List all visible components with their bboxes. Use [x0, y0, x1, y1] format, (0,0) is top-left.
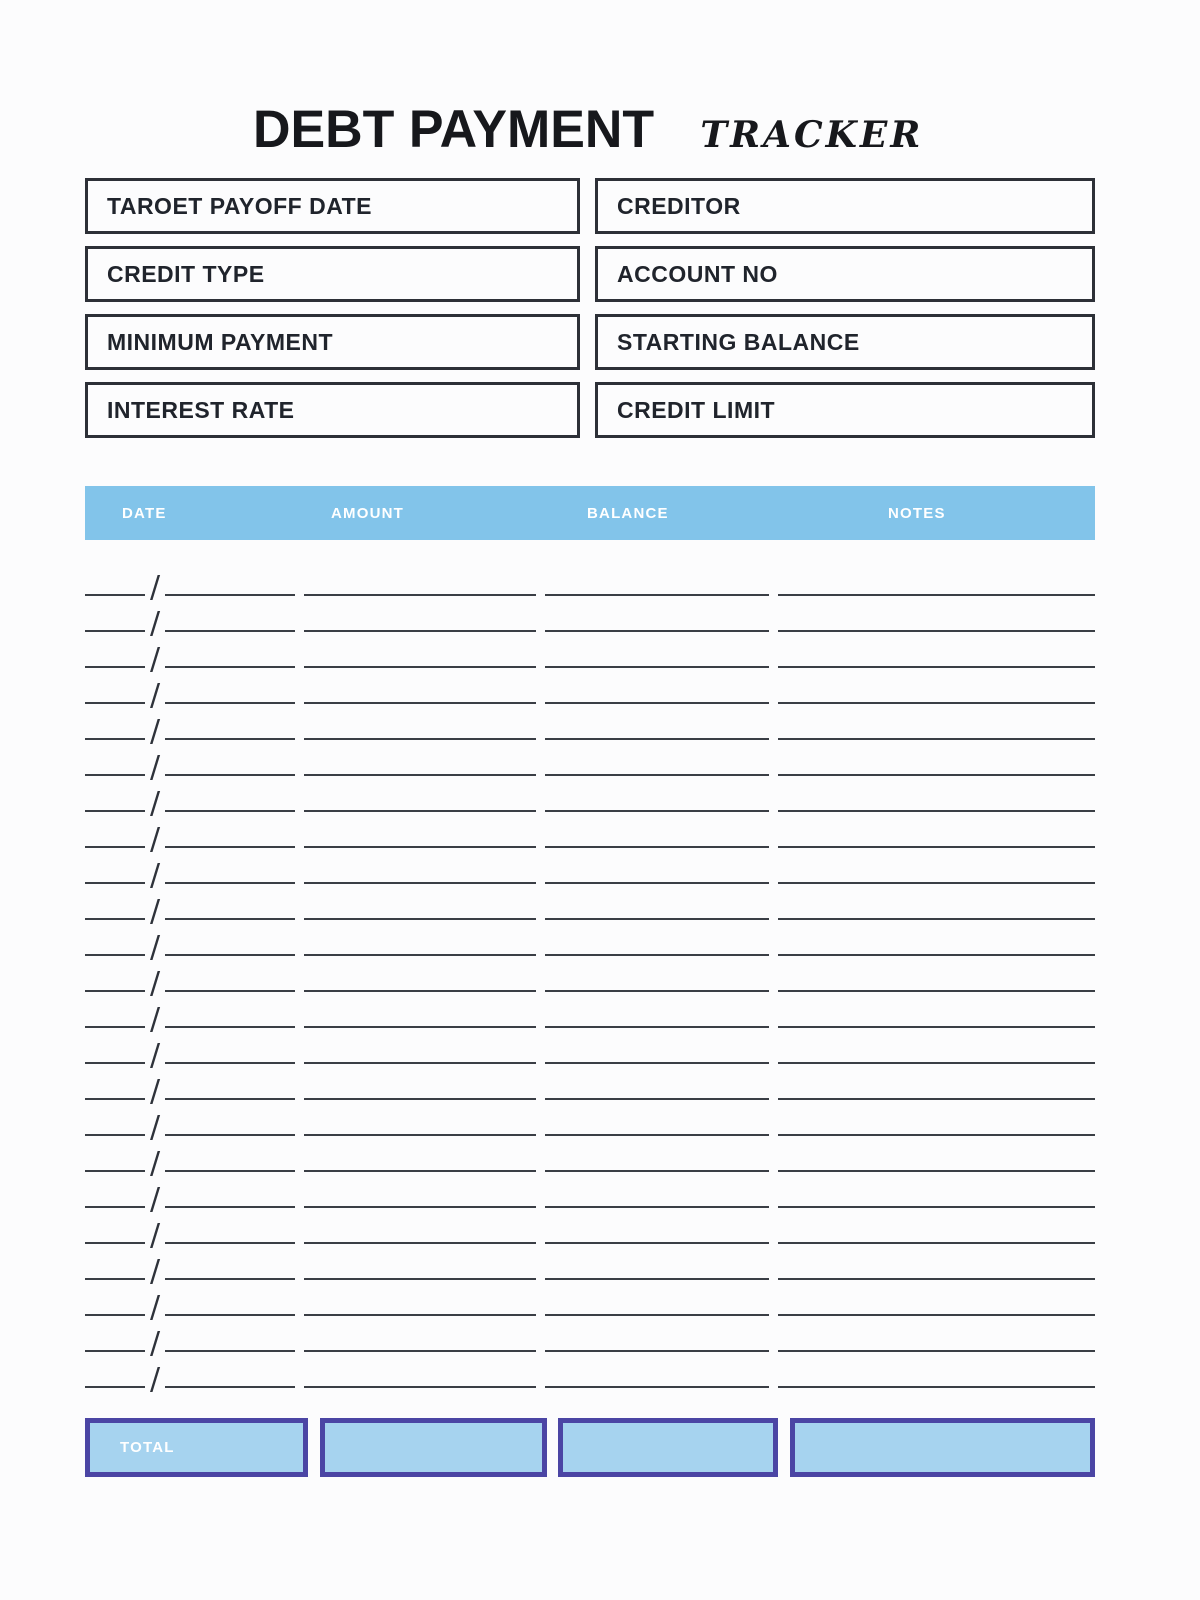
date-cell — [85, 740, 295, 785]
notes-cell — [778, 1064, 1095, 1100]
field-account-no-label: ACCOUNT NO — [617, 260, 778, 287]
balance-cell — [545, 1280, 769, 1316]
date-slash-separator: / — [149, 678, 161, 713]
date-cell — [85, 1064, 295, 1109]
amount-cell — [304, 560, 536, 596]
amount-cell — [304, 1064, 536, 1100]
notes-cell — [778, 884, 1095, 920]
field-credit-limit-label: CREDIT LIMIT — [617, 396, 776, 423]
date-cell — [85, 560, 295, 605]
table-row — [85, 776, 1095, 821]
amount-cell — [304, 1208, 536, 1244]
column-header-amount: AMOUNT — [331, 504, 405, 522]
balance-cell — [545, 884, 769, 920]
table-row — [85, 560, 1095, 605]
table-row — [85, 1352, 1095, 1397]
date-slash-separator: / — [149, 858, 161, 893]
title-accent: TRACKER — [700, 114, 924, 156]
amount-cell — [304, 596, 536, 632]
date-cell — [85, 1208, 295, 1253]
notes-cell — [778, 1100, 1095, 1136]
balance-line[interactable] — [545, 1386, 769, 1388]
date-cell — [85, 776, 295, 821]
amount-cell — [304, 1280, 536, 1316]
total-row — [85, 1418, 1095, 1477]
table-body — [85, 540, 1095, 1397]
field-credit-type[interactable] — [85, 246, 580, 302]
total-label: TOTAL — [120, 1439, 175, 1456]
content — [85, 96, 1095, 1477]
balance-cell — [545, 1100, 769, 1136]
amount-cell — [304, 1100, 536, 1136]
date-cell — [85, 848, 295, 893]
date-slash-separator: / — [149, 894, 161, 929]
field-creditor-label: CREDITOR — [617, 192, 741, 219]
date-cell — [85, 1244, 295, 1289]
balance-cell — [545, 1208, 769, 1244]
notes-cell — [778, 560, 1095, 596]
table-row — [85, 812, 1095, 857]
date-slash-separator: / — [149, 1218, 161, 1253]
date-slash-separator: / — [149, 1146, 161, 1181]
date-cell — [85, 1316, 295, 1361]
balance-cell — [545, 1136, 769, 1172]
amount-cell — [304, 884, 536, 920]
notes-cell — [778, 776, 1095, 812]
date-slash-separator: / — [149, 1362, 161, 1397]
balance-cell — [545, 1316, 769, 1352]
date-slash-separator: / — [149, 1002, 161, 1037]
date-slash-separator: / — [149, 606, 161, 641]
notes-cell — [778, 1280, 1095, 1316]
date-slash-separator: / — [149, 1254, 161, 1289]
title-main: DEBT PAYMENT — [253, 100, 655, 159]
date-cell — [85, 884, 295, 929]
field-starting-balance-label: STARTING BALANCE — [617, 328, 860, 355]
notes-cell — [778, 920, 1095, 956]
balance-cell — [545, 812, 769, 848]
amount-cell — [304, 740, 536, 776]
table-row — [85, 668, 1095, 713]
field-interest-rate[interactable] — [85, 382, 580, 438]
date-cell — [85, 992, 295, 1037]
balance-cell — [545, 956, 769, 992]
field-minimum-payment[interactable] — [85, 314, 580, 370]
table-row — [85, 1280, 1095, 1325]
column-header-balance: BALANCE — [587, 504, 669, 522]
notes-cell — [778, 1244, 1095, 1280]
amount-cell — [304, 704, 536, 740]
date-cell — [85, 1100, 295, 1145]
table-row — [85, 992, 1095, 1037]
total-balance-box[interactable] — [558, 1418, 778, 1477]
table-row — [85, 1316, 1095, 1361]
total-amount-box[interactable] — [320, 1418, 547, 1477]
amount-cell — [304, 1028, 536, 1064]
date-slash-separator: / — [149, 966, 161, 1001]
notes-cell — [778, 740, 1095, 776]
balance-cell — [545, 992, 769, 1028]
table-row — [85, 704, 1095, 749]
field-credit-type-label: CREDIT TYPE — [107, 260, 265, 287]
notes-cell — [778, 992, 1095, 1028]
table-row — [85, 1172, 1095, 1217]
date-slash-separator: / — [149, 822, 161, 857]
notes-cell — [778, 956, 1095, 992]
date-slash-separator: / — [149, 1182, 161, 1217]
amount-cell — [304, 776, 536, 812]
amount-cell — [304, 1352, 536, 1388]
amount-cell — [304, 920, 536, 956]
date-cell — [85, 956, 295, 1001]
date-slash-separator: / — [149, 1110, 161, 1145]
table-row — [85, 1028, 1095, 1073]
amount-cell — [304, 668, 536, 704]
date-cell — [85, 1136, 295, 1181]
field-account-no[interactable] — [595, 246, 1095, 302]
date-cell — [85, 1172, 295, 1217]
field-credit-limit[interactable] — [595, 382, 1095, 438]
date-slash-separator: / — [149, 1038, 161, 1073]
date-cell — [85, 1280, 295, 1325]
date-slash-separator: / — [149, 570, 161, 605]
table-row — [85, 1064, 1095, 1109]
date-slash-separator: / — [149, 786, 161, 821]
field-interest-rate-label: INTEREST RATE — [107, 396, 295, 423]
balance-cell — [545, 560, 769, 596]
notes-cell — [778, 632, 1095, 668]
notes-cell — [778, 1208, 1095, 1244]
notes-cell — [778, 668, 1095, 704]
date-slash-separator: / — [149, 714, 161, 749]
amount-cell — [304, 956, 536, 992]
table-row — [85, 1244, 1095, 1289]
table-header — [85, 486, 1095, 540]
amount-cell — [304, 848, 536, 884]
date-slash-separator: / — [149, 1074, 161, 1109]
table-row — [85, 632, 1095, 677]
date-cell — [85, 632, 295, 677]
notes-cell — [778, 1316, 1095, 1352]
field-target-payoff-date-label: TAROET PAYOFF DATE — [107, 192, 372, 219]
notes-cell — [778, 1028, 1095, 1064]
notes-cell — [778, 1136, 1095, 1172]
date-cell — [85, 812, 295, 857]
date-cell — [85, 1352, 295, 1397]
balance-cell — [545, 740, 769, 776]
notes-line[interactable] — [778, 1386, 1095, 1388]
table-row — [85, 1136, 1095, 1181]
amount-cell — [304, 632, 536, 668]
balance-cell — [545, 668, 769, 704]
amount-cell — [304, 992, 536, 1028]
date-slash-separator: / — [149, 642, 161, 677]
table-row — [85, 1208, 1095, 1253]
notes-cell — [778, 704, 1095, 740]
date-slash-separator: / — [149, 930, 161, 965]
table-row — [85, 596, 1095, 641]
balance-cell — [545, 1028, 769, 1064]
column-header-date: DATE — [122, 504, 167, 522]
page-title — [85, 96, 1095, 160]
balance-cell — [545, 1172, 769, 1208]
balance-cell — [545, 596, 769, 632]
date-line-2[interactable] — [165, 1386, 295, 1388]
date-slash-separator: / — [149, 750, 161, 785]
balance-cell — [545, 848, 769, 884]
amount-line[interactable] — [304, 1386, 536, 1388]
column-header-notes: NOTES — [888, 504, 946, 522]
table-row — [85, 848, 1095, 893]
amount-cell — [304, 1172, 536, 1208]
table-row — [85, 740, 1095, 785]
table-row — [85, 956, 1095, 1001]
date-slash-separator: / — [149, 1290, 161, 1325]
info-fields-grid — [85, 178, 1095, 438]
notes-cell — [778, 1352, 1095, 1388]
total-label-box — [85, 1418, 308, 1477]
field-starting-balance[interactable] — [595, 314, 1095, 370]
notes-cell — [778, 596, 1095, 632]
balance-cell — [545, 1244, 769, 1280]
table-row — [85, 920, 1095, 965]
amount-cell — [304, 1316, 536, 1352]
field-target-payoff-date[interactable] — [85, 178, 580, 234]
notes-cell — [778, 812, 1095, 848]
field-minimum-payment-label: MINIMUM PAYMENT — [107, 328, 333, 355]
amount-cell — [304, 1244, 536, 1280]
date-cell — [85, 704, 295, 749]
balance-cell — [545, 632, 769, 668]
total-notes-box[interactable] — [790, 1418, 1095, 1477]
amount-cell — [304, 1136, 536, 1172]
date-cell — [85, 1028, 295, 1073]
balance-cell — [545, 1064, 769, 1100]
table-row — [85, 1100, 1095, 1145]
date-cell — [85, 596, 295, 641]
table-row — [85, 884, 1095, 929]
date-slash-separator: / — [149, 1326, 161, 1361]
balance-cell — [545, 1352, 769, 1388]
notes-cell — [778, 848, 1095, 884]
balance-cell — [545, 776, 769, 812]
date-line-1[interactable] — [85, 1386, 145, 1388]
field-creditor[interactable] — [595, 178, 1095, 234]
date-cell — [85, 668, 295, 713]
balance-cell — [545, 704, 769, 740]
amount-cell — [304, 812, 536, 848]
balance-cell — [545, 920, 769, 956]
date-cell — [85, 920, 295, 965]
notes-cell — [778, 1172, 1095, 1208]
